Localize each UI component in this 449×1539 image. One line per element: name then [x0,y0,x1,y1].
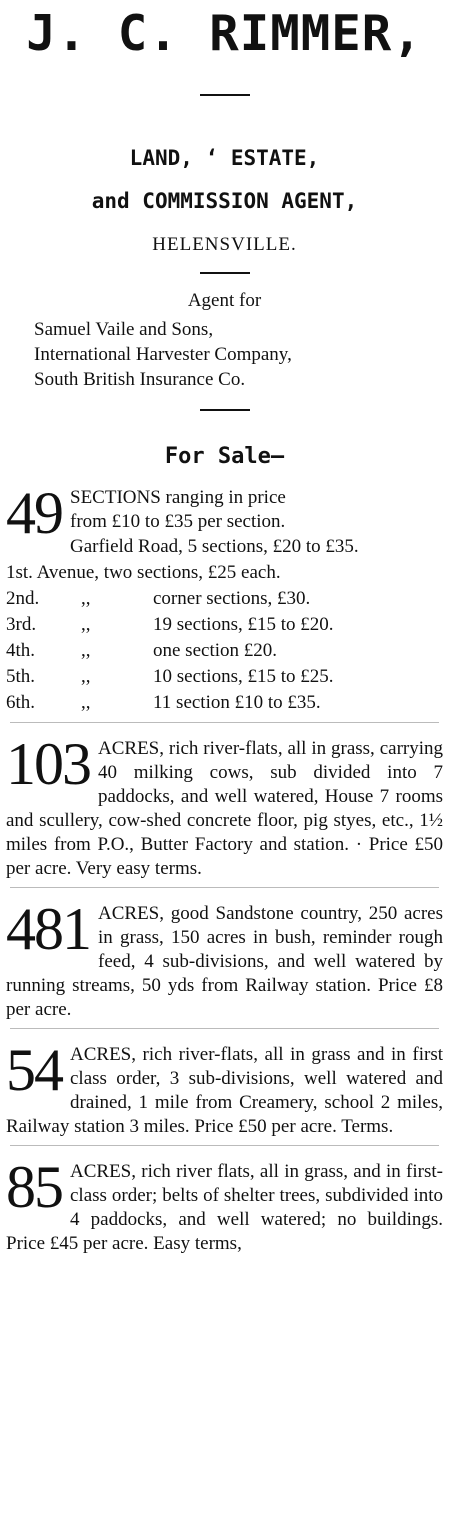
listing-number: 103 [6,731,90,797]
listing-103 [6,731,443,881]
divider [10,887,439,888]
divider [200,409,250,411]
avenue-label: 2nd. [6,588,40,609]
divider [200,272,250,274]
listing-49 [6,480,443,716]
avenue-label: 3rd. [6,614,37,635]
ditto-mark: ,, [81,666,91,687]
principal-item: International Harvester Company, [34,344,292,365]
listing-text: ACRES, rich river flats, all in grass, and in first-class order; belts of shelter trees, subdivided into 4 paddocks, and well watered; no buildings. Price £45 per acre. Easy terms, [6,1161,443,1254]
avenue-detail: 10 sections, £15 to £25. [153,666,334,687]
avenue-detail: 11 section £10 to £35. [153,692,321,713]
principals-list [34,317,443,392]
listing-number: 49 [6,480,62,546]
ditto-mark: ,, [81,614,91,635]
avenue-detail: one section £20. [153,640,278,661]
agent-for-heading: Agent for [187,290,262,311]
list-item [6,664,443,690]
list-item: 1st. Avenue, two sections, £25 each. [6,562,281,583]
listing-number: 54 [6,1037,62,1103]
listing-54 [6,1037,443,1139]
listing-text: ACRES, rich river-flats, all in grass, carrying 40 milking cows, sub divided into 7 paddocks, and well watered, House 7 rooms and scullery, cow-shed concrete floor, pig styes, etc., 1½ miles from P.O., Butter Factory and station. · Price £50 per acre. Very easy terms. [6,738,443,879]
ditto-mark: ,, [81,692,91,713]
avenue-label: 6th. [6,692,36,713]
divider [10,1145,439,1146]
agent-name: J. C. RIMMER, [26,5,423,62]
listing-number: 481 [6,896,90,962]
sections-list [6,534,443,716]
avenue-label: 4th. [6,640,36,661]
agent-title-line2: and COMMISSION AGENT, [91,189,358,213]
town: HELENSVILLE. [152,234,297,255]
avenue-detail: corner sections, £30. [153,588,311,609]
agent-title [6,143,443,216]
listing-text: ACRES, rich river-flats, all in grass and in first class order, 3 sub-divisions, well watered and drained, 1 mile from Creamery, school 2 miles, Railway station 3 miles. Price £50 per acre. Terms. [6,1044,443,1137]
principal-item: Samuel Vaile and Sons, [34,319,214,340]
divider [200,94,250,96]
list-item [6,638,443,664]
listing-text: SECTIONS ranging in price [70,487,286,508]
avenue-label: 5th. [6,666,36,687]
listing-number: 85 [6,1154,62,1220]
listing-text: from £10 to £35 per section. [70,511,286,532]
list-item [6,586,443,612]
listing-481 [6,896,443,1022]
principal-item: South British Insurance Co. [34,369,246,390]
avenue-detail: 19 sections, £15 to £20. [153,614,334,635]
divider [10,722,439,723]
ditto-mark: ,, [81,640,91,661]
listing-text: ACRES, good Sandstone country, 250 acres in grass, 150 acres in bush, reminder rough feed, 4 sub-divisions, and well watered by running streams, 50 yds from Railway station. Price £8 per acre. [6,903,443,1020]
agent-title-line1: LAND, ‘ ESTATE, [129,146,320,170]
list-item [6,612,443,638]
for-sale-heading: For Sale— [164,444,285,469]
divider [10,1028,439,1029]
advertisement [0,4,449,1539]
list-item: Garfield Road, 5 sections, £20 to £35. [70,536,359,557]
list-item [6,690,443,716]
listing-85 [6,1154,443,1256]
ditto-mark: ,, [81,588,91,609]
